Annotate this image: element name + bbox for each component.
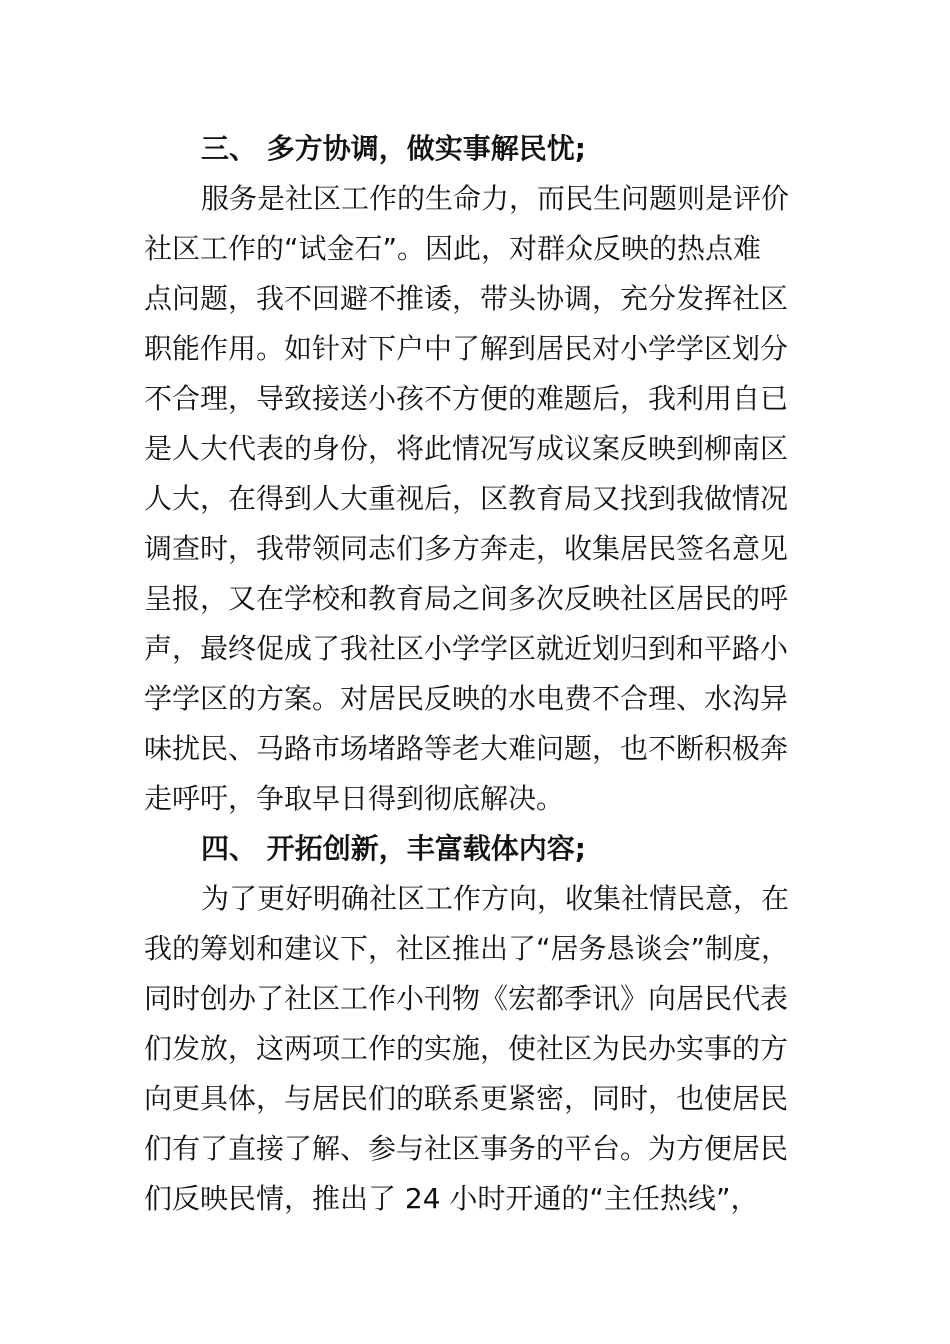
- paragraph-line: 不合理，导致接送小孩不方便的难题后，我利用自已: [144, 382, 789, 415]
- paragraph-line: 职能作用。如针对下户中了解到居民对小学学区划分: [144, 332, 789, 365]
- paragraph-line: 人大，在得到人大重视后，区教育局又找到我做情况: [144, 482, 789, 515]
- paragraph-line: 们发放，这两项工作的实施，使社区为民办实事的方: [144, 1032, 789, 1065]
- section-heading-4: 四、 开拓创新，丰富载体内容;: [201, 832, 586, 865]
- paragraph-line: 味扰民、马路市场堵路等老大难问题，也不断积极奔: [144, 732, 789, 765]
- paragraph-line: 社区工作的“试金石”。因此，对群众反映的热点难: [144, 232, 762, 265]
- paragraph-line: 点问题，我不回避不推诿，带头协调，充分发挥社区: [144, 282, 789, 315]
- paragraph-line: 们有了直接了解、参与社区事务的平台。为方便居民: [144, 1132, 789, 1165]
- paragraph-line: 向更具体，与居民们的联系更紧密，同时，也使居民: [144, 1082, 789, 1115]
- paragraph-line: 为了更好明确社区工作方向，收集社情民意，在: [201, 882, 790, 915]
- paragraph-line: 呈报，又在学校和教育局之间多次反映社区居民的呼: [144, 582, 789, 615]
- paragraph-line: 同时创办了社区工作小刊物《宏都季讯》向居民代表: [144, 982, 789, 1015]
- paragraph-line: 走呼吁，争取早日得到彻底解决。: [144, 782, 565, 815]
- paragraph-line: 我的筹划和建议下，社区推出了“居务恳谈会”制度，: [144, 932, 790, 965]
- paragraph-line: 们反映民情，推出了 24 小时开通的“主任热线”，: [144, 1182, 759, 1215]
- paragraph-line: 是人大代表的身份，将此情况写成议案反映到柳南区: [144, 432, 789, 465]
- section-heading-3: 三、 多方协调，做实事解民忧;: [201, 132, 586, 165]
- paragraph-line: 服务是社区工作的生命力，而民生问题则是评价: [201, 182, 790, 215]
- paragraph-line: 声，最终促成了我社区小学学区就近划归到和平路小: [144, 632, 789, 665]
- document-body: [144, 124, 814, 1224]
- paragraph-line: 调查时，我带领同志们多方奔走，收集居民签名意见: [144, 532, 789, 565]
- paragraph-line: 学学区的方案。对居民反映的水电费不合理、水沟异: [144, 682, 789, 715]
